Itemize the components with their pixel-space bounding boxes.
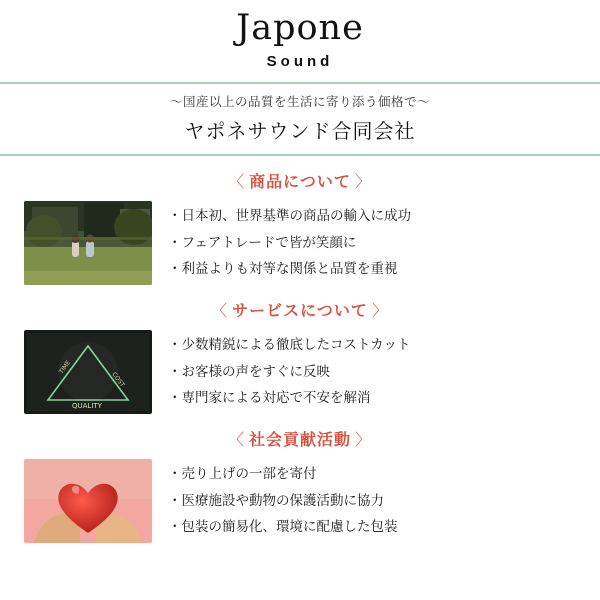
bullet-list xyxy=(168,208,576,277)
bracket-open: 〈 xyxy=(228,173,246,191)
section-body xyxy=(0,201,600,285)
footer-spacer xyxy=(0,543,600,559)
section-services xyxy=(0,298,600,414)
brand-header xyxy=(0,0,600,70)
list-item: ・日本初、世界基準の商品の輸入に成功 xyxy=(168,208,411,224)
section-title: 商品について xyxy=(249,173,351,191)
list-item: ・売り上げの一部を寄付 xyxy=(168,466,317,482)
svg-text:COST: COST xyxy=(110,370,126,389)
svg-text:TIME: TIME xyxy=(57,359,73,375)
list-item: ・お客様の声をすぐに反映 xyxy=(168,363,330,379)
section-products xyxy=(0,169,600,285)
bullet-list xyxy=(168,466,576,535)
list-item: ・医療施設や動物の保護活動に協力 xyxy=(168,492,384,508)
bracket-open: 〈 xyxy=(227,431,245,449)
brand-subtitle: Sound xyxy=(266,52,334,70)
section-social-contribution xyxy=(0,427,600,543)
section-body xyxy=(0,330,600,414)
list-item: ・専門家による対応で不安を解消 xyxy=(168,389,371,405)
bracket-close: 〉 xyxy=(355,431,373,449)
company-name: ヤポネサウンド合同会社 xyxy=(184,120,416,143)
hands-holding-red-heart-photo xyxy=(24,459,152,543)
chalkboard-quality-triangle-photo xyxy=(24,330,152,414)
section-heading xyxy=(0,169,600,192)
couple-on-lawn-photo xyxy=(24,201,152,285)
bracket-close: 〉 xyxy=(354,173,372,191)
list-item: ・フェアトレードで皆が笑顔に xyxy=(168,234,357,250)
section-body xyxy=(0,459,600,543)
list-item: ・少数精鋭による徹底したコストカット xyxy=(168,337,411,353)
brand-title: Japone xyxy=(236,8,364,48)
tagline: 〜国産以上の品質を生活に寄り添う価格で〜 xyxy=(169,94,430,109)
bracket-close: 〉 xyxy=(371,302,389,320)
bracket-open: 〈 xyxy=(211,302,229,320)
section-title: サービスについて xyxy=(232,302,368,320)
bullet-list xyxy=(168,337,576,406)
svg-text:QUALITY: QUALITY xyxy=(72,401,102,410)
section-heading xyxy=(0,427,600,450)
section-heading xyxy=(0,298,600,321)
list-item: ・包装の簡易化、環境に配慮した包装 xyxy=(168,518,398,534)
list-item: ・利益よりも対等な関係と品質を重視 xyxy=(168,260,398,276)
section-title: 社会貢献活動 xyxy=(248,431,351,449)
tagline-band xyxy=(0,82,600,156)
